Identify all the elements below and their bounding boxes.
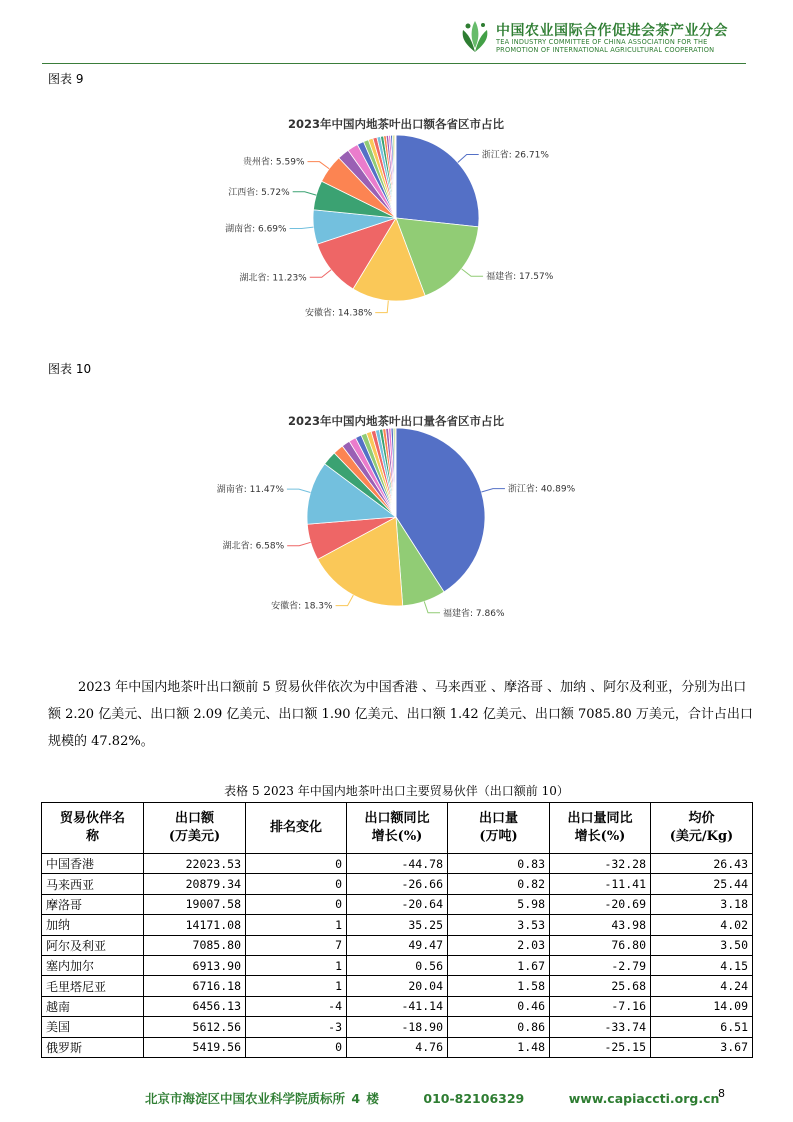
pie-label-line [287, 489, 311, 492]
pie-label-line [481, 489, 505, 492]
column-header-text: 出口额 [174, 811, 214, 826]
table-cell: -33.74 [550, 1017, 651, 1037]
table-cell: -32.28 [550, 854, 651, 874]
table-cell: 1 [246, 955, 347, 975]
table-cell: -3 [246, 1017, 347, 1037]
partner-name-cell: 美国 [42, 1017, 144, 1037]
column-header [144, 803, 246, 854]
table-cell: 0 [246, 1037, 347, 1057]
column-header-text: 出口量 [478, 811, 518, 826]
table-cell: 49.47 [347, 935, 448, 955]
column-header-text: 增长(%) [371, 829, 423, 844]
table-cell: 5419.56 [144, 1037, 246, 1057]
footer-phone: 010-82106329 [423, 1091, 525, 1106]
chart-title: 2023年中国内地茶叶出口量各省区市占比 [287, 414, 505, 428]
footer-website[interactable]: www.capiaccti.org.cn [568, 1091, 720, 1106]
table-cell: 3.67 [651, 1037, 753, 1057]
table-cell: 1.67 [448, 955, 550, 975]
partner-name-cell: 摩洛哥 [42, 894, 144, 914]
table-row [42, 996, 753, 1016]
table-cell: 19007.58 [144, 894, 246, 914]
partner-name-cell: 中国香港 [42, 854, 144, 874]
column-header [448, 803, 550, 854]
pie-slice-label: 湖南省: 11.47% [216, 485, 284, 496]
column-header [246, 803, 347, 854]
table-cell: 6913.90 [144, 955, 246, 975]
table-row [42, 854, 753, 874]
organization-name-en-line2: PROMOTION OF INTERNATIONAL AGRICULTURAL COOPERATION [496, 46, 715, 54]
pie-label-line [290, 227, 314, 228]
table-cell: 4.76 [347, 1037, 448, 1057]
figure-9-label: 图表 9 [48, 72, 84, 86]
table-caption: 表格 5 2023 年中国内地茶叶出口主要贸易伙伴（出口额前 10） [224, 784, 569, 798]
table-body [42, 854, 753, 1058]
table-cell: 2.03 [448, 935, 550, 955]
table-cell: 76.80 [550, 935, 651, 955]
pie-slice-label: 湖北省: 11.23% [239, 273, 307, 284]
pie-slice-label: 湖南省: 6.69% [225, 224, 287, 235]
table-cell: 0.82 [448, 874, 550, 894]
pie-label-line [336, 595, 354, 606]
table-row [42, 1017, 753, 1037]
footer-contact [145, 1089, 719, 1107]
table-cell: 6716.18 [144, 976, 246, 996]
table-row [42, 1037, 753, 1057]
column-header-text: 排名变化 [269, 820, 322, 835]
table-cell: -7.16 [550, 996, 651, 1016]
footer-address: 北京市海淀区中国农业科学院质标所 4 楼 [145, 1091, 379, 1106]
export-volume-pie-chart [0, 405, 793, 635]
table-row [42, 915, 753, 935]
table-cell: 20879.34 [144, 874, 246, 894]
table-cell: -20.69 [550, 894, 651, 914]
table-cell: -44.78 [347, 854, 448, 874]
page-number: 8 [718, 1087, 725, 1100]
partner-name-cell: 加纳 [42, 915, 144, 935]
export-value-pie-chart [0, 108, 793, 338]
table-cell: 1.48 [448, 1037, 550, 1057]
pie-slice-label: 安徽省: 18.3% [271, 601, 333, 612]
table-cell: 20.04 [347, 976, 448, 996]
column-header [651, 803, 753, 854]
pie-label-line [458, 155, 479, 163]
table-row [42, 874, 753, 894]
table-cell: -2.79 [550, 955, 651, 975]
table-cell: 0.83 [448, 854, 550, 874]
table-cell: -26.66 [347, 874, 448, 894]
table-cell: 26.43 [651, 854, 753, 874]
table-cell: 25.68 [550, 976, 651, 996]
table-cell: 0 [246, 874, 347, 894]
pie-slices [307, 428, 485, 606]
table-cell: 0.86 [448, 1017, 550, 1037]
table-row [42, 935, 753, 955]
partner-name-cell: 俄罗斯 [42, 1037, 144, 1057]
column-header-text: 出口额同比 [364, 811, 430, 826]
trade-partners-table [41, 802, 753, 1058]
figure-10-label: 图表 10 [48, 362, 92, 376]
column-header-text: 称 [85, 829, 99, 844]
table-cell: 25.44 [651, 874, 753, 894]
table-cell: 7085.80 [144, 935, 246, 955]
pie-label-line [287, 542, 311, 545]
organization-name-en-line1: TEA INDUSTRY COMMITTEE OF CHINA ASSOCIATION FOR THE [496, 38, 708, 46]
summary-paragraph: 2023 年中国内地茶叶出口额前 5 贸易伙伴依次为中国香港 、马来西亚 、摩洛哥 、加纳 、阿尔及利亚，分别为出口额 2.20 亿美元、出口额 2.09 亿美元、出口额 1.90 亿美元、出口额 1.42 亿美元、出口额 7085.80 万美元，合计占出口规模的 47.82%。 [48, 680, 753, 749]
column-header-text: 均价 [688, 811, 715, 826]
table-cell: 1 [246, 976, 347, 996]
column-header-text: 贸易伙伴名 [59, 811, 125, 826]
partner-name-cell: 塞内加尔 [42, 955, 144, 975]
column-header-text: (美元/Kg) [669, 829, 734, 844]
table-cell: 4.24 [651, 976, 753, 996]
pie-slice-label: 浙江省: 26.71% [481, 150, 549, 161]
table-cell: 14.09 [651, 996, 753, 1016]
table-cell: 0.46 [448, 996, 550, 1016]
pie-label-line [375, 301, 388, 313]
tea-leaf-logo-icon [458, 18, 492, 54]
partner-name-cell: 毛里塔尼亚 [42, 976, 144, 996]
table-cell: 1 [246, 915, 347, 935]
pie-slice-label: 福建省: 17.57% [486, 272, 554, 283]
pie-slice-label: 安徽省: 14.38% [304, 308, 373, 319]
pie-slice-label: 浙江省: 40.89% [507, 484, 576, 495]
organization-name-cn: 中国农业国际合作促进会茶产业分会 [496, 23, 728, 39]
table-cell: 6.51 [651, 1017, 753, 1037]
partner-name-cell: 越南 [42, 996, 144, 1016]
partner-name-cell: 阿尔及利亚 [42, 935, 144, 955]
table-row [42, 955, 753, 975]
partner-name-cell: 马来西亚 [42, 874, 144, 894]
pie-label-line [308, 162, 330, 169]
table-cell: 0 [246, 854, 347, 874]
column-header-text: (万吨) [479, 829, 518, 844]
header-divider [42, 63, 746, 64]
table-cell: 43.98 [550, 915, 651, 935]
table-row [42, 976, 753, 996]
table-cell: 0.56 [347, 955, 448, 975]
pie-label-line [310, 270, 331, 277]
table-cell: -20.64 [347, 894, 448, 914]
chart-title: 2023年中国内地茶叶出口额各省区市占比 [287, 117, 505, 131]
pie-slices [313, 135, 479, 301]
table-cell: 1.58 [448, 976, 550, 996]
table-cell: -11.41 [550, 874, 651, 894]
table-cell: 4.02 [651, 915, 753, 935]
table-cell: 3.18 [651, 894, 753, 914]
table-cell: 6456.13 [144, 996, 246, 1016]
table-cell: 5.98 [448, 894, 550, 914]
column-header-text: 增长(%) [574, 829, 626, 844]
table-row [42, 894, 753, 914]
table-cell: 0 [246, 894, 347, 914]
pie-slice-label: 福建省: 7.86% [443, 608, 505, 619]
pie-slice-label: 江西省: 5.72% [228, 187, 290, 198]
table-cell: 22023.53 [144, 854, 246, 874]
table-cell: 7 [246, 935, 347, 955]
table-cell: -41.14 [347, 996, 448, 1016]
table-cell: 3.53 [448, 915, 550, 935]
pie-slice-浙江省 [396, 135, 479, 227]
table-header-row [42, 803, 753, 854]
table-cell: -25.15 [550, 1037, 651, 1057]
table-cell: 4.15 [651, 955, 753, 975]
table-cell: -4 [246, 996, 347, 1016]
column-header [347, 803, 448, 854]
table-cell: 14171.08 [144, 915, 246, 935]
column-header-text: (万美元) [168, 829, 221, 844]
pie-label-line [462, 269, 483, 276]
column-header [42, 803, 144, 854]
table-cell: -18.90 [347, 1017, 448, 1037]
table-cell: 35.25 [347, 915, 448, 935]
pie-slice-label: 湖北省: 6.58% [222, 541, 285, 552]
column-header [550, 803, 651, 854]
column-header-text: 出口量同比 [567, 811, 633, 826]
pie-label-line [293, 192, 317, 195]
pie-slice-label: 贵州省: 5.59% [243, 157, 305, 168]
table-cell: 5612.56 [144, 1017, 246, 1037]
table-cell: 3.50 [651, 935, 753, 955]
pie-label-line [424, 601, 440, 612]
